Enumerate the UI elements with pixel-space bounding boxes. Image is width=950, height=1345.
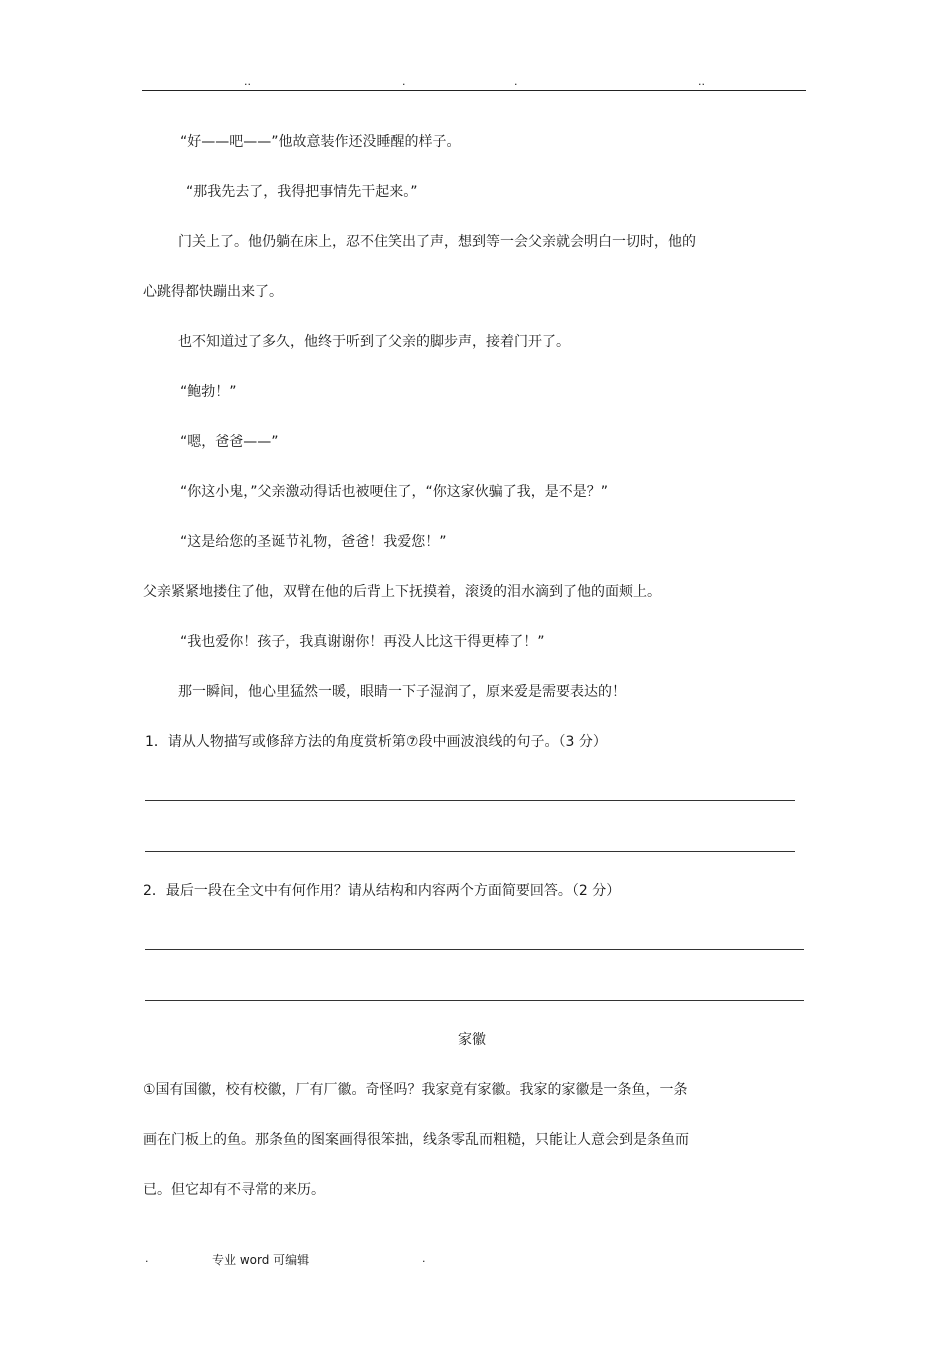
answer-line-1b[interactable]	[145, 851, 795, 852]
paragraph-3-line-2: 心跳得都快蹦出来了。	[143, 284, 283, 300]
paragraph-8: “这是给您的圣诞节礼物，爸爸！我爱您！”	[180, 534, 447, 550]
paragraph-3-line-1: 门关上了。他仍躺在床上，忍不住笑出了声，想到等一会父亲就会明白一切时，他的	[178, 234, 696, 250]
paragraph-9: 父亲紧紧地搂住了他，双臂在他的后背上下抚摸着，滚烫的泪水滴到了他的面颊上。	[143, 584, 661, 600]
paragraph-10: “我也爱你！孩子，我真谢谢你！再没人比这干得更棒了！”	[180, 634, 545, 650]
header-rule	[142, 90, 806, 91]
essay-line-1: ①国有国徽，校有校徽，厂有厂徽。奇怪吗？我家竟有家徽。我家的家徽是一条鱼，一条	[143, 1082, 688, 1098]
answer-line-1a[interactable]	[145, 800, 795, 801]
question-1: 1．请从人物描写或修辞方法的角度赏析第⑦段中画波浪线的句子。（3 分）	[145, 734, 607, 750]
footer-right-dot: .	[422, 1252, 426, 1265]
header-mark-1: ..	[244, 75, 251, 88]
essay-title: 家徽	[458, 1032, 486, 1048]
paragraph-6: “嗯，爸爸——”	[180, 434, 279, 450]
essay-line-2: 画在门板上的鱼。那条鱼的图案画得很笨拙，线条零乱而粗糙，只能让人意会到是条鱼而	[143, 1132, 689, 1148]
answer-line-2a[interactable]	[145, 949, 804, 950]
paragraph-11: 那一瞬间，他心里猛然一暖，眼睛一下子湿润了，原来爱是需要表达的！	[178, 684, 626, 700]
header-mark-4: ..	[698, 75, 705, 88]
answer-line-2b[interactable]	[145, 1000, 804, 1001]
footer-left-dot: .	[145, 1252, 149, 1265]
paragraph-2: “那我先去了，我得把事情先干起来。”	[186, 184, 418, 200]
header-mark-3: .	[514, 75, 518, 88]
question-2: 2．最后一段在全文中有何作用？请从结构和内容两个方面简要回答。（2 分）	[143, 883, 621, 899]
paragraph-1: “好——吧——”他故意装作还没睡醒的样子。	[180, 134, 461, 150]
paragraph-7: “你这小鬼，”父亲激动得话也被哽住了，“你这家伙骗了我，是不是？”	[180, 484, 609, 500]
paragraph-4: 也不知道过了多久，他终于听到了父亲的脚步声，接着门开了。	[178, 334, 570, 350]
header-mark-2: .	[402, 75, 406, 88]
paragraph-5: “鲍勃！”	[180, 384, 237, 400]
footer-text: 专业 word 可编辑	[212, 1253, 310, 1267]
essay-line-3: 已。但它却有不寻常的来历。	[143, 1182, 325, 1198]
